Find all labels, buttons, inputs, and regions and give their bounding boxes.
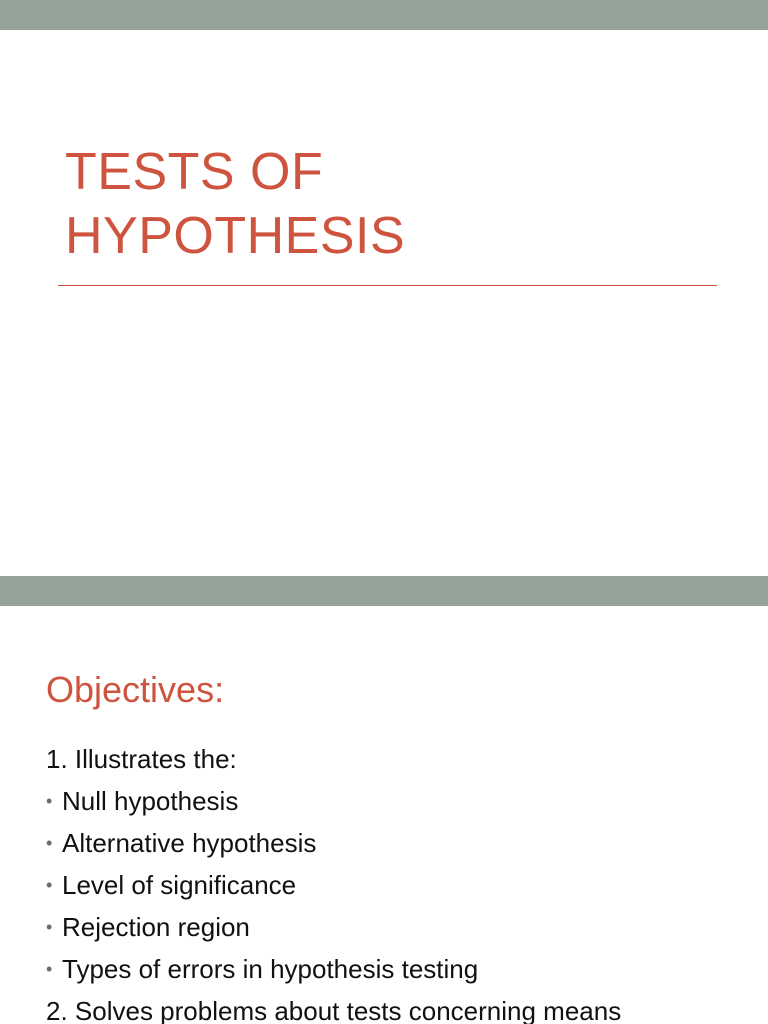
slide-separator-band — [0, 576, 768, 606]
objective-item — [46, 738, 761, 780]
title-divider — [58, 285, 717, 286]
slide-title-line-1: TESTS OF — [65, 143, 324, 201]
bullet-icon: • — [46, 833, 53, 853]
objective-text: Level of significance — [62, 870, 297, 900]
objective-text: Alternative hypothesis — [62, 828, 317, 858]
top-accent-band — [0, 0, 768, 30]
objective-text: 2. Solves problems about tests concerning means — [46, 996, 622, 1024]
bullet-icon: • — [46, 959, 53, 979]
objective-text: Types of errors in hypothesis testing — [62, 954, 479, 984]
slide-title-line-2: HYPOTHESIS — [65, 207, 406, 265]
bullet-icon: • — [46, 917, 53, 937]
objective-item — [46, 948, 761, 990]
objective-item — [46, 864, 761, 906]
objective-item — [46, 906, 761, 948]
objectives-heading: Objectives: — [46, 669, 225, 710]
objective-text: Rejection region — [62, 912, 250, 942]
objective-item — [46, 780, 761, 822]
objectives-list — [46, 738, 761, 1024]
bullet-icon: • — [46, 875, 53, 895]
objective-text: 1. Illustrates the: — [46, 744, 237, 774]
objective-item — [46, 990, 761, 1024]
bullet-icon: • — [46, 791, 53, 811]
objective-text: Null hypothesis — [62, 786, 239, 816]
objective-item — [46, 822, 761, 864]
slide-title — [65, 140, 405, 268]
